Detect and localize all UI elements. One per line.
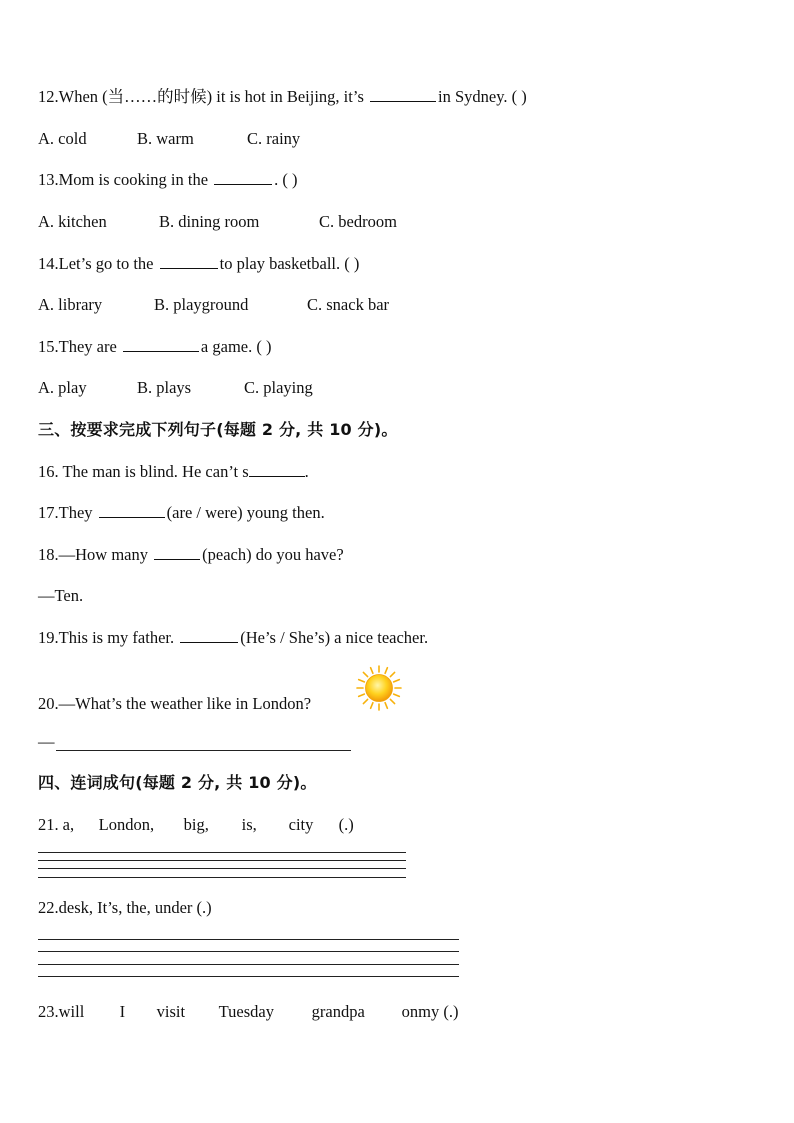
question-text-end: a game. ( ) [200,337,272,356]
word-3: visit [156,1002,186,1021]
question-text-end: . [304,462,309,481]
answer-blank[interactable] [99,503,165,518]
question-number: 21. [38,815,59,834]
answer-line-20[interactable] [56,750,351,751]
question-number: 14. [38,254,59,273]
section-3-heading: 三、按要求完成下列句子(每题 2 分, 共 10 分)。 [38,420,398,439]
question-text-end: (are / were) young then. [166,503,325,522]
question-text: They are [58,337,121,356]
option-b[interactable]: B. warm [137,129,194,148]
answer-dash: — [38,732,55,751]
option-a[interactable]: A. play [38,378,87,397]
answer-blank[interactable] [249,462,305,477]
options-14 [38,295,389,315]
word-3: big, [183,815,209,834]
section-4-heading: 四、连词成句(每题 2 分, 共 10 分)。 [38,773,317,792]
question-12 [38,87,527,107]
option-c[interactable]: C. snack bar [307,295,390,314]
question-number: 12. [38,87,59,106]
option-c[interactable]: C. rainy [247,129,301,148]
question-number: 20. [38,694,59,713]
word-6: onmy (.) [401,1002,459,1021]
question-16 [38,462,309,482]
question-number: 13. [38,170,59,189]
question-19 [38,628,428,648]
answer-blank[interactable] [214,170,272,185]
answer-blank[interactable] [123,337,199,352]
question-text-end: . ( ) [274,170,298,189]
question-number: 17. [38,503,59,522]
answer-blank[interactable] [180,628,238,643]
question-number: 16. [38,462,63,481]
word-4: Tuesday [218,1002,274,1021]
question-21 [38,815,354,835]
answer-18: —Ten. [38,586,84,605]
word-1: will [58,1002,85,1021]
option-a[interactable]: A. kitchen [38,212,107,231]
option-b[interactable]: B. dining room [159,212,260,231]
writing-line[interactable] [38,852,406,853]
option-a[interactable]: A. library [38,295,103,314]
question-number: 23. [38,1002,59,1021]
question-text-end: to play basketball. ( ) [219,254,360,273]
writing-line[interactable] [38,976,459,977]
question-22 [38,898,212,918]
word-2: London, [98,815,155,834]
question-number: 18. [38,545,59,564]
question-number: 19. [38,628,59,647]
sun-icon [356,665,402,711]
word-1: a, [62,815,75,834]
writing-line[interactable] [38,877,406,878]
question-text-end: in Sydney. ( ) [437,87,527,106]
options-13 [38,212,397,232]
question-text: Mom is cooking in the [58,170,213,189]
option-c[interactable]: C. playing [244,378,313,397]
writing-line[interactable] [38,951,459,952]
question-text: —What’s the weather like in London? [58,694,312,713]
question-23 [38,1002,458,1022]
option-c[interactable]: C. bedroom [319,212,397,231]
question-17 [38,503,325,523]
word-5: city [288,815,314,834]
question-text-end: (He’s / She’s) a nice teacher. [240,628,429,647]
option-a[interactable]: A. cold [38,129,87,148]
options-12 [38,129,300,149]
question-text: —How many [58,545,153,564]
question-13 [38,170,298,190]
question-number: 22. [38,898,59,917]
word-4: is, [241,815,257,834]
question-14 [38,254,359,274]
question-number: 15. [38,337,59,356]
question-text: desk, It’s, the, under (.) [58,898,212,917]
question-text: They [58,503,97,522]
option-b[interactable]: B. playground [154,295,249,314]
question-20 [38,694,311,714]
question-text: This is my father. [58,628,179,647]
answer-blank[interactable] [370,87,436,102]
answer-blank[interactable] [154,545,200,560]
answer-blank[interactable] [160,254,218,269]
question-18 [38,545,344,565]
question-text: Let’s go to the [58,254,158,273]
question-text: The man is blind. He can’t s [62,462,249,481]
word-6: (.) [338,815,354,834]
answer-20 [38,732,55,752]
writing-line[interactable] [38,964,459,965]
writing-line[interactable] [38,860,406,861]
question-15 [38,337,271,357]
options-15 [38,378,313,398]
writing-line[interactable] [38,939,459,940]
writing-line[interactable] [38,868,406,869]
word-5: grandpa [311,1002,365,1021]
word-2: I [119,1002,126,1021]
question-text: When (当……的时候) it is hot in Beijing, it’s [58,87,368,106]
question-text-end: (peach) do you have? [202,545,344,564]
option-b[interactable]: B. plays [137,378,192,397]
